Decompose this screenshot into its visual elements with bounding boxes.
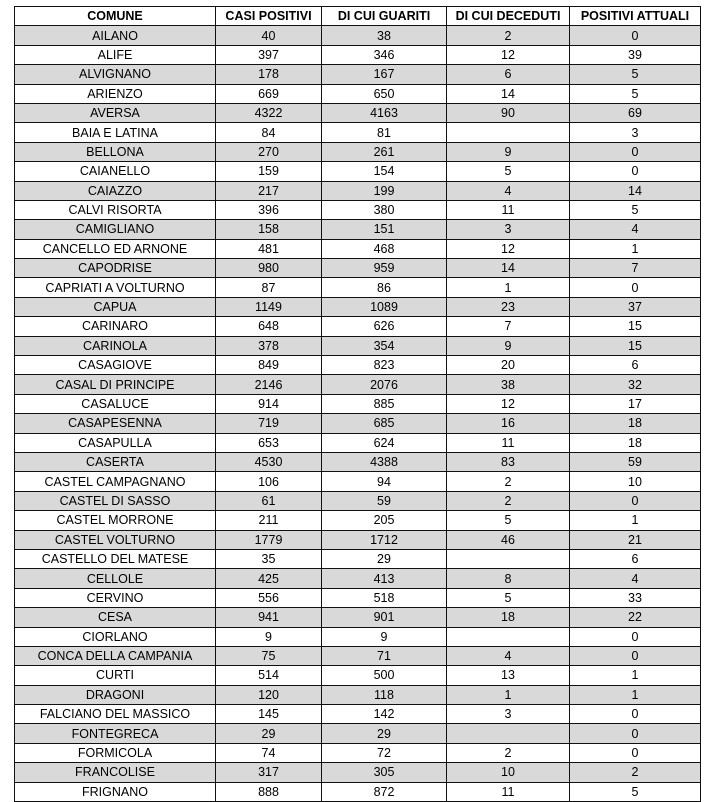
table-row bbox=[15, 142, 701, 161]
cell-positivi-attuali: 5 bbox=[570, 84, 701, 103]
cell-comune: CIORLANO bbox=[15, 627, 216, 646]
table-row bbox=[15, 627, 701, 646]
cell-positivi-attuali: 39 bbox=[570, 45, 701, 64]
cell-comune: CAPRIATI A VOLTURNO bbox=[15, 278, 216, 297]
table-row bbox=[15, 103, 701, 122]
cell-guariti: 959 bbox=[322, 259, 447, 278]
cell-casi-positivi: 941 bbox=[216, 608, 322, 627]
cell-comune: DRAGONI bbox=[15, 685, 216, 704]
cell-guariti: 81 bbox=[322, 123, 447, 142]
cell-casi-positivi: 378 bbox=[216, 336, 322, 355]
cell-positivi-attuali: 21 bbox=[570, 530, 701, 549]
cell-comune: CASTEL VOLTURNO bbox=[15, 530, 216, 549]
cell-guariti: 518 bbox=[322, 588, 447, 607]
table-row bbox=[15, 336, 701, 355]
cell-deceduti: 2 bbox=[447, 491, 570, 510]
cell-comune: FRANCOLISE bbox=[15, 763, 216, 782]
cell-positivi-attuali: 15 bbox=[570, 317, 701, 336]
cell-comune: CASERTA bbox=[15, 452, 216, 471]
table-row bbox=[15, 646, 701, 665]
cell-positivi-attuali: 18 bbox=[570, 414, 701, 433]
table-row bbox=[15, 472, 701, 491]
cell-guariti: 38 bbox=[322, 26, 447, 45]
table-row bbox=[15, 45, 701, 64]
cell-comune: FRIGNANO bbox=[15, 782, 216, 801]
cell-positivi-attuali: 0 bbox=[570, 142, 701, 161]
header-comune: COMUNE bbox=[15, 7, 216, 26]
cell-positivi-attuali: 32 bbox=[570, 375, 701, 394]
table-row bbox=[15, 724, 701, 743]
cases-table bbox=[14, 6, 701, 802]
cell-comune: CASTELLO DEL MATESE bbox=[15, 549, 216, 568]
cell-deceduti: 38 bbox=[447, 375, 570, 394]
cell-guariti: 626 bbox=[322, 317, 447, 336]
cell-guariti: 59 bbox=[322, 491, 447, 510]
cell-comune: CARINOLA bbox=[15, 336, 216, 355]
cell-positivi-attuali: 4 bbox=[570, 569, 701, 588]
cell-positivi-attuali: 10 bbox=[570, 472, 701, 491]
cell-comune: CANCELLO ED ARNONE bbox=[15, 239, 216, 258]
cell-deceduti: 5 bbox=[447, 162, 570, 181]
cell-deceduti: 16 bbox=[447, 414, 570, 433]
cell-comune: CASTEL MORRONE bbox=[15, 511, 216, 530]
cell-casi-positivi: 849 bbox=[216, 356, 322, 375]
table-row bbox=[15, 452, 701, 471]
header-positivi-attuali: POSITIVI ATTUALI bbox=[570, 7, 701, 26]
cell-positivi-attuali: 0 bbox=[570, 724, 701, 743]
cell-casi-positivi: 317 bbox=[216, 763, 322, 782]
table-row bbox=[15, 394, 701, 413]
cell-positivi-attuali: 22 bbox=[570, 608, 701, 627]
cell-casi-positivi: 648 bbox=[216, 317, 322, 336]
table-row bbox=[15, 162, 701, 181]
cell-casi-positivi: 211 bbox=[216, 511, 322, 530]
cell-deceduti: 12 bbox=[447, 394, 570, 413]
cell-positivi-attuali: 6 bbox=[570, 549, 701, 568]
header-casi-positivi: CASI POSITIVI bbox=[216, 7, 322, 26]
cell-casi-positivi: 35 bbox=[216, 549, 322, 568]
cell-casi-positivi: 61 bbox=[216, 491, 322, 510]
cell-comune: FORMICOLA bbox=[15, 743, 216, 762]
cell-casi-positivi: 980 bbox=[216, 259, 322, 278]
table-row bbox=[15, 26, 701, 45]
cell-deceduti: 23 bbox=[447, 297, 570, 316]
cell-casi-positivi: 481 bbox=[216, 239, 322, 258]
cell-deceduti: 90 bbox=[447, 103, 570, 122]
cell-deceduti: 14 bbox=[447, 84, 570, 103]
cell-comune: CARINARO bbox=[15, 317, 216, 336]
cell-positivi-attuali: 5 bbox=[570, 65, 701, 84]
cell-guariti: 29 bbox=[322, 549, 447, 568]
cell-guariti: 500 bbox=[322, 666, 447, 685]
table-row bbox=[15, 588, 701, 607]
cell-comune: CASAPULLA bbox=[15, 433, 216, 452]
cell-guariti: 261 bbox=[322, 142, 447, 161]
cell-casi-positivi: 9 bbox=[216, 627, 322, 646]
cell-comune: CASAPESENNA bbox=[15, 414, 216, 433]
cell-comune: CESA bbox=[15, 608, 216, 627]
cell-guariti: 199 bbox=[322, 181, 447, 200]
cell-deceduti: 2 bbox=[447, 472, 570, 491]
table-row bbox=[15, 569, 701, 588]
cell-guariti: 468 bbox=[322, 239, 447, 258]
cell-guariti: 346 bbox=[322, 45, 447, 64]
table-row bbox=[15, 375, 701, 394]
cell-guariti: 94 bbox=[322, 472, 447, 491]
cell-deceduti: 9 bbox=[447, 336, 570, 355]
cell-casi-positivi: 217 bbox=[216, 181, 322, 200]
cell-positivi-attuali: 69 bbox=[570, 103, 701, 122]
table-row bbox=[15, 782, 701, 801]
cell-deceduti: 18 bbox=[447, 608, 570, 627]
table-body bbox=[15, 26, 701, 802]
cell-deceduti: 2 bbox=[447, 743, 570, 762]
cell-casi-positivi: 106 bbox=[216, 472, 322, 491]
table-row bbox=[15, 685, 701, 704]
cell-positivi-attuali: 14 bbox=[570, 181, 701, 200]
cell-positivi-attuali: 1 bbox=[570, 666, 701, 685]
cell-casi-positivi: 1779 bbox=[216, 530, 322, 549]
table-row bbox=[15, 743, 701, 762]
cell-positivi-attuali: 1 bbox=[570, 685, 701, 704]
cell-deceduti: 9 bbox=[447, 142, 570, 161]
cell-guariti: 167 bbox=[322, 65, 447, 84]
cell-deceduti bbox=[447, 123, 570, 142]
cell-deceduti: 12 bbox=[447, 45, 570, 64]
table-row bbox=[15, 278, 701, 297]
cell-deceduti: 2 bbox=[447, 26, 570, 45]
cell-comune: BELLONA bbox=[15, 142, 216, 161]
cell-casi-positivi: 87 bbox=[216, 278, 322, 297]
cell-casi-positivi: 4322 bbox=[216, 103, 322, 122]
cell-deceduti: 3 bbox=[447, 220, 570, 239]
cell-casi-positivi: 4530 bbox=[216, 452, 322, 471]
cell-guariti: 2076 bbox=[322, 375, 447, 394]
cell-positivi-attuali: 6 bbox=[570, 356, 701, 375]
header-di-cui-guariti: DI CUI GUARITI bbox=[322, 7, 447, 26]
cell-positivi-attuali: 1 bbox=[570, 511, 701, 530]
cell-comune: CELLOLE bbox=[15, 569, 216, 588]
cell-guariti: 650 bbox=[322, 84, 447, 103]
table-row bbox=[15, 200, 701, 219]
table-row bbox=[15, 65, 701, 84]
cell-guariti: 305 bbox=[322, 763, 447, 782]
cell-positivi-attuali: 0 bbox=[570, 26, 701, 45]
cell-guariti: 885 bbox=[322, 394, 447, 413]
table-row bbox=[15, 259, 701, 278]
cell-deceduti: 20 bbox=[447, 356, 570, 375]
cell-comune: FALCIANO DEL MASSICO bbox=[15, 705, 216, 724]
cell-guariti: 29 bbox=[322, 724, 447, 743]
cell-casi-positivi: 178 bbox=[216, 65, 322, 84]
cell-casi-positivi: 40 bbox=[216, 26, 322, 45]
cell-positivi-attuali: 0 bbox=[570, 491, 701, 510]
cell-deceduti: 5 bbox=[447, 511, 570, 530]
cell-casi-positivi: 159 bbox=[216, 162, 322, 181]
cell-positivi-attuali: 4 bbox=[570, 220, 701, 239]
table-row bbox=[15, 356, 701, 375]
cell-casi-positivi: 556 bbox=[216, 588, 322, 607]
cell-guariti: 901 bbox=[322, 608, 447, 627]
cell-comune: CASALUCE bbox=[15, 394, 216, 413]
cell-positivi-attuali: 5 bbox=[570, 782, 701, 801]
cell-guariti: 1089 bbox=[322, 297, 447, 316]
cell-positivi-attuali: 1 bbox=[570, 239, 701, 258]
cell-comune: CASTEL CAMPAGNANO bbox=[15, 472, 216, 491]
cell-casi-positivi: 84 bbox=[216, 123, 322, 142]
cell-casi-positivi: 74 bbox=[216, 743, 322, 762]
cell-guariti: 4388 bbox=[322, 452, 447, 471]
table-row bbox=[15, 666, 701, 685]
cell-guariti: 71 bbox=[322, 646, 447, 665]
cell-comune: CURTI bbox=[15, 666, 216, 685]
cell-comune: CALVI RISORTA bbox=[15, 200, 216, 219]
cell-deceduti: 7 bbox=[447, 317, 570, 336]
cell-comune: CAIANELLO bbox=[15, 162, 216, 181]
cell-casi-positivi: 29 bbox=[216, 724, 322, 743]
cell-comune: CASTEL DI SASSO bbox=[15, 491, 216, 510]
table-row bbox=[15, 433, 701, 452]
covid-cases-table-page bbox=[14, 6, 700, 802]
cell-guariti: 685 bbox=[322, 414, 447, 433]
cell-comune: CASAGIOVE bbox=[15, 356, 216, 375]
table-row bbox=[15, 608, 701, 627]
cell-guariti: 380 bbox=[322, 200, 447, 219]
cell-deceduti bbox=[447, 627, 570, 646]
cell-positivi-attuali: 37 bbox=[570, 297, 701, 316]
cell-deceduti: 5 bbox=[447, 588, 570, 607]
cell-guariti: 872 bbox=[322, 782, 447, 801]
cell-deceduti: 6 bbox=[447, 65, 570, 84]
cell-comune: AILANO bbox=[15, 26, 216, 45]
table-row bbox=[15, 181, 701, 200]
cell-guariti: 624 bbox=[322, 433, 447, 452]
cell-deceduti bbox=[447, 724, 570, 743]
cell-casi-positivi: 669 bbox=[216, 84, 322, 103]
cell-positivi-attuali: 0 bbox=[570, 743, 701, 762]
table-row bbox=[15, 763, 701, 782]
cell-comune: AVERSA bbox=[15, 103, 216, 122]
table-row bbox=[15, 414, 701, 433]
header-di-cui-deceduti: DI CUI DECEDUTI bbox=[447, 7, 570, 26]
cell-casi-positivi: 514 bbox=[216, 666, 322, 685]
cell-casi-positivi: 914 bbox=[216, 394, 322, 413]
cell-casi-positivi: 888 bbox=[216, 782, 322, 801]
cell-positivi-attuali: 15 bbox=[570, 336, 701, 355]
cell-comune: CERVINO bbox=[15, 588, 216, 607]
cell-comune: ALVIGNANO bbox=[15, 65, 216, 84]
table-row bbox=[15, 239, 701, 258]
table-row bbox=[15, 317, 701, 336]
cell-casi-positivi: 653 bbox=[216, 433, 322, 452]
cell-deceduti: 14 bbox=[447, 259, 570, 278]
cell-positivi-attuali: 7 bbox=[570, 259, 701, 278]
cell-deceduti: 1 bbox=[447, 685, 570, 704]
cell-deceduti: 83 bbox=[447, 452, 570, 471]
cell-guariti: 354 bbox=[322, 336, 447, 355]
cell-guariti: 823 bbox=[322, 356, 447, 375]
cell-comune: BAIA E LATINA bbox=[15, 123, 216, 142]
cell-guariti: 205 bbox=[322, 511, 447, 530]
cell-positivi-attuali: 3 bbox=[570, 123, 701, 142]
cell-positivi-attuali: 2 bbox=[570, 763, 701, 782]
cell-comune: CAIAZZO bbox=[15, 181, 216, 200]
table-row bbox=[15, 511, 701, 530]
cell-comune: CONCA DELLA CAMPANIA bbox=[15, 646, 216, 665]
table-row bbox=[15, 84, 701, 103]
cell-casi-positivi: 396 bbox=[216, 200, 322, 219]
cell-comune: CASAL DI PRINCIPE bbox=[15, 375, 216, 394]
cell-comune: ALIFE bbox=[15, 45, 216, 64]
cell-guariti: 4163 bbox=[322, 103, 447, 122]
cell-positivi-attuali: 59 bbox=[570, 452, 701, 471]
cell-guariti: 142 bbox=[322, 705, 447, 724]
cell-comune: ARIENZO bbox=[15, 84, 216, 103]
cell-positivi-attuali: 0 bbox=[570, 646, 701, 665]
cell-positivi-attuali: 0 bbox=[570, 705, 701, 724]
cell-positivi-attuali: 33 bbox=[570, 588, 701, 607]
cell-casi-positivi: 75 bbox=[216, 646, 322, 665]
cell-deceduti: 11 bbox=[447, 782, 570, 801]
cell-deceduti: 13 bbox=[447, 666, 570, 685]
cell-deceduti: 46 bbox=[447, 530, 570, 549]
cell-deceduti: 1 bbox=[447, 278, 570, 297]
cell-casi-positivi: 158 bbox=[216, 220, 322, 239]
cell-deceduti: 11 bbox=[447, 433, 570, 452]
table-row bbox=[15, 220, 701, 239]
cell-guariti: 1712 bbox=[322, 530, 447, 549]
cell-positivi-attuali: 17 bbox=[570, 394, 701, 413]
cell-casi-positivi: 145 bbox=[216, 705, 322, 724]
cell-positivi-attuali: 0 bbox=[570, 278, 701, 297]
cell-comune: FONTEGRECA bbox=[15, 724, 216, 743]
cell-comune: CAPUA bbox=[15, 297, 216, 316]
cell-casi-positivi: 425 bbox=[216, 569, 322, 588]
header-row bbox=[15, 7, 701, 26]
cell-guariti: 72 bbox=[322, 743, 447, 762]
cell-deceduti: 11 bbox=[447, 200, 570, 219]
cell-positivi-attuali: 18 bbox=[570, 433, 701, 452]
cell-casi-positivi: 397 bbox=[216, 45, 322, 64]
cell-deceduti bbox=[447, 549, 570, 568]
cell-deceduti: 10 bbox=[447, 763, 570, 782]
cell-casi-positivi: 2146 bbox=[216, 375, 322, 394]
cell-guariti: 118 bbox=[322, 685, 447, 704]
cell-guariti: 154 bbox=[322, 162, 447, 181]
cell-deceduti: 4 bbox=[447, 646, 570, 665]
cell-casi-positivi: 1149 bbox=[216, 297, 322, 316]
table-row bbox=[15, 549, 701, 568]
cell-guariti: 151 bbox=[322, 220, 447, 239]
table-row bbox=[15, 705, 701, 724]
cell-positivi-attuali: 0 bbox=[570, 162, 701, 181]
table-row bbox=[15, 297, 701, 316]
table-row bbox=[15, 123, 701, 142]
cell-deceduti: 3 bbox=[447, 705, 570, 724]
cell-comune: CAMIGLIANO bbox=[15, 220, 216, 239]
cell-guariti: 86 bbox=[322, 278, 447, 297]
cell-deceduti: 8 bbox=[447, 569, 570, 588]
cell-positivi-attuali: 0 bbox=[570, 627, 701, 646]
cell-guariti: 413 bbox=[322, 569, 447, 588]
cell-deceduti: 4 bbox=[447, 181, 570, 200]
cell-casi-positivi: 719 bbox=[216, 414, 322, 433]
cell-casi-positivi: 120 bbox=[216, 685, 322, 704]
table-row bbox=[15, 491, 701, 510]
table-row bbox=[15, 530, 701, 549]
cell-guariti: 9 bbox=[322, 627, 447, 646]
cell-comune: CAPODRISE bbox=[15, 259, 216, 278]
cell-deceduti: 12 bbox=[447, 239, 570, 258]
cell-casi-positivi: 270 bbox=[216, 142, 322, 161]
cell-positivi-attuali: 5 bbox=[570, 200, 701, 219]
